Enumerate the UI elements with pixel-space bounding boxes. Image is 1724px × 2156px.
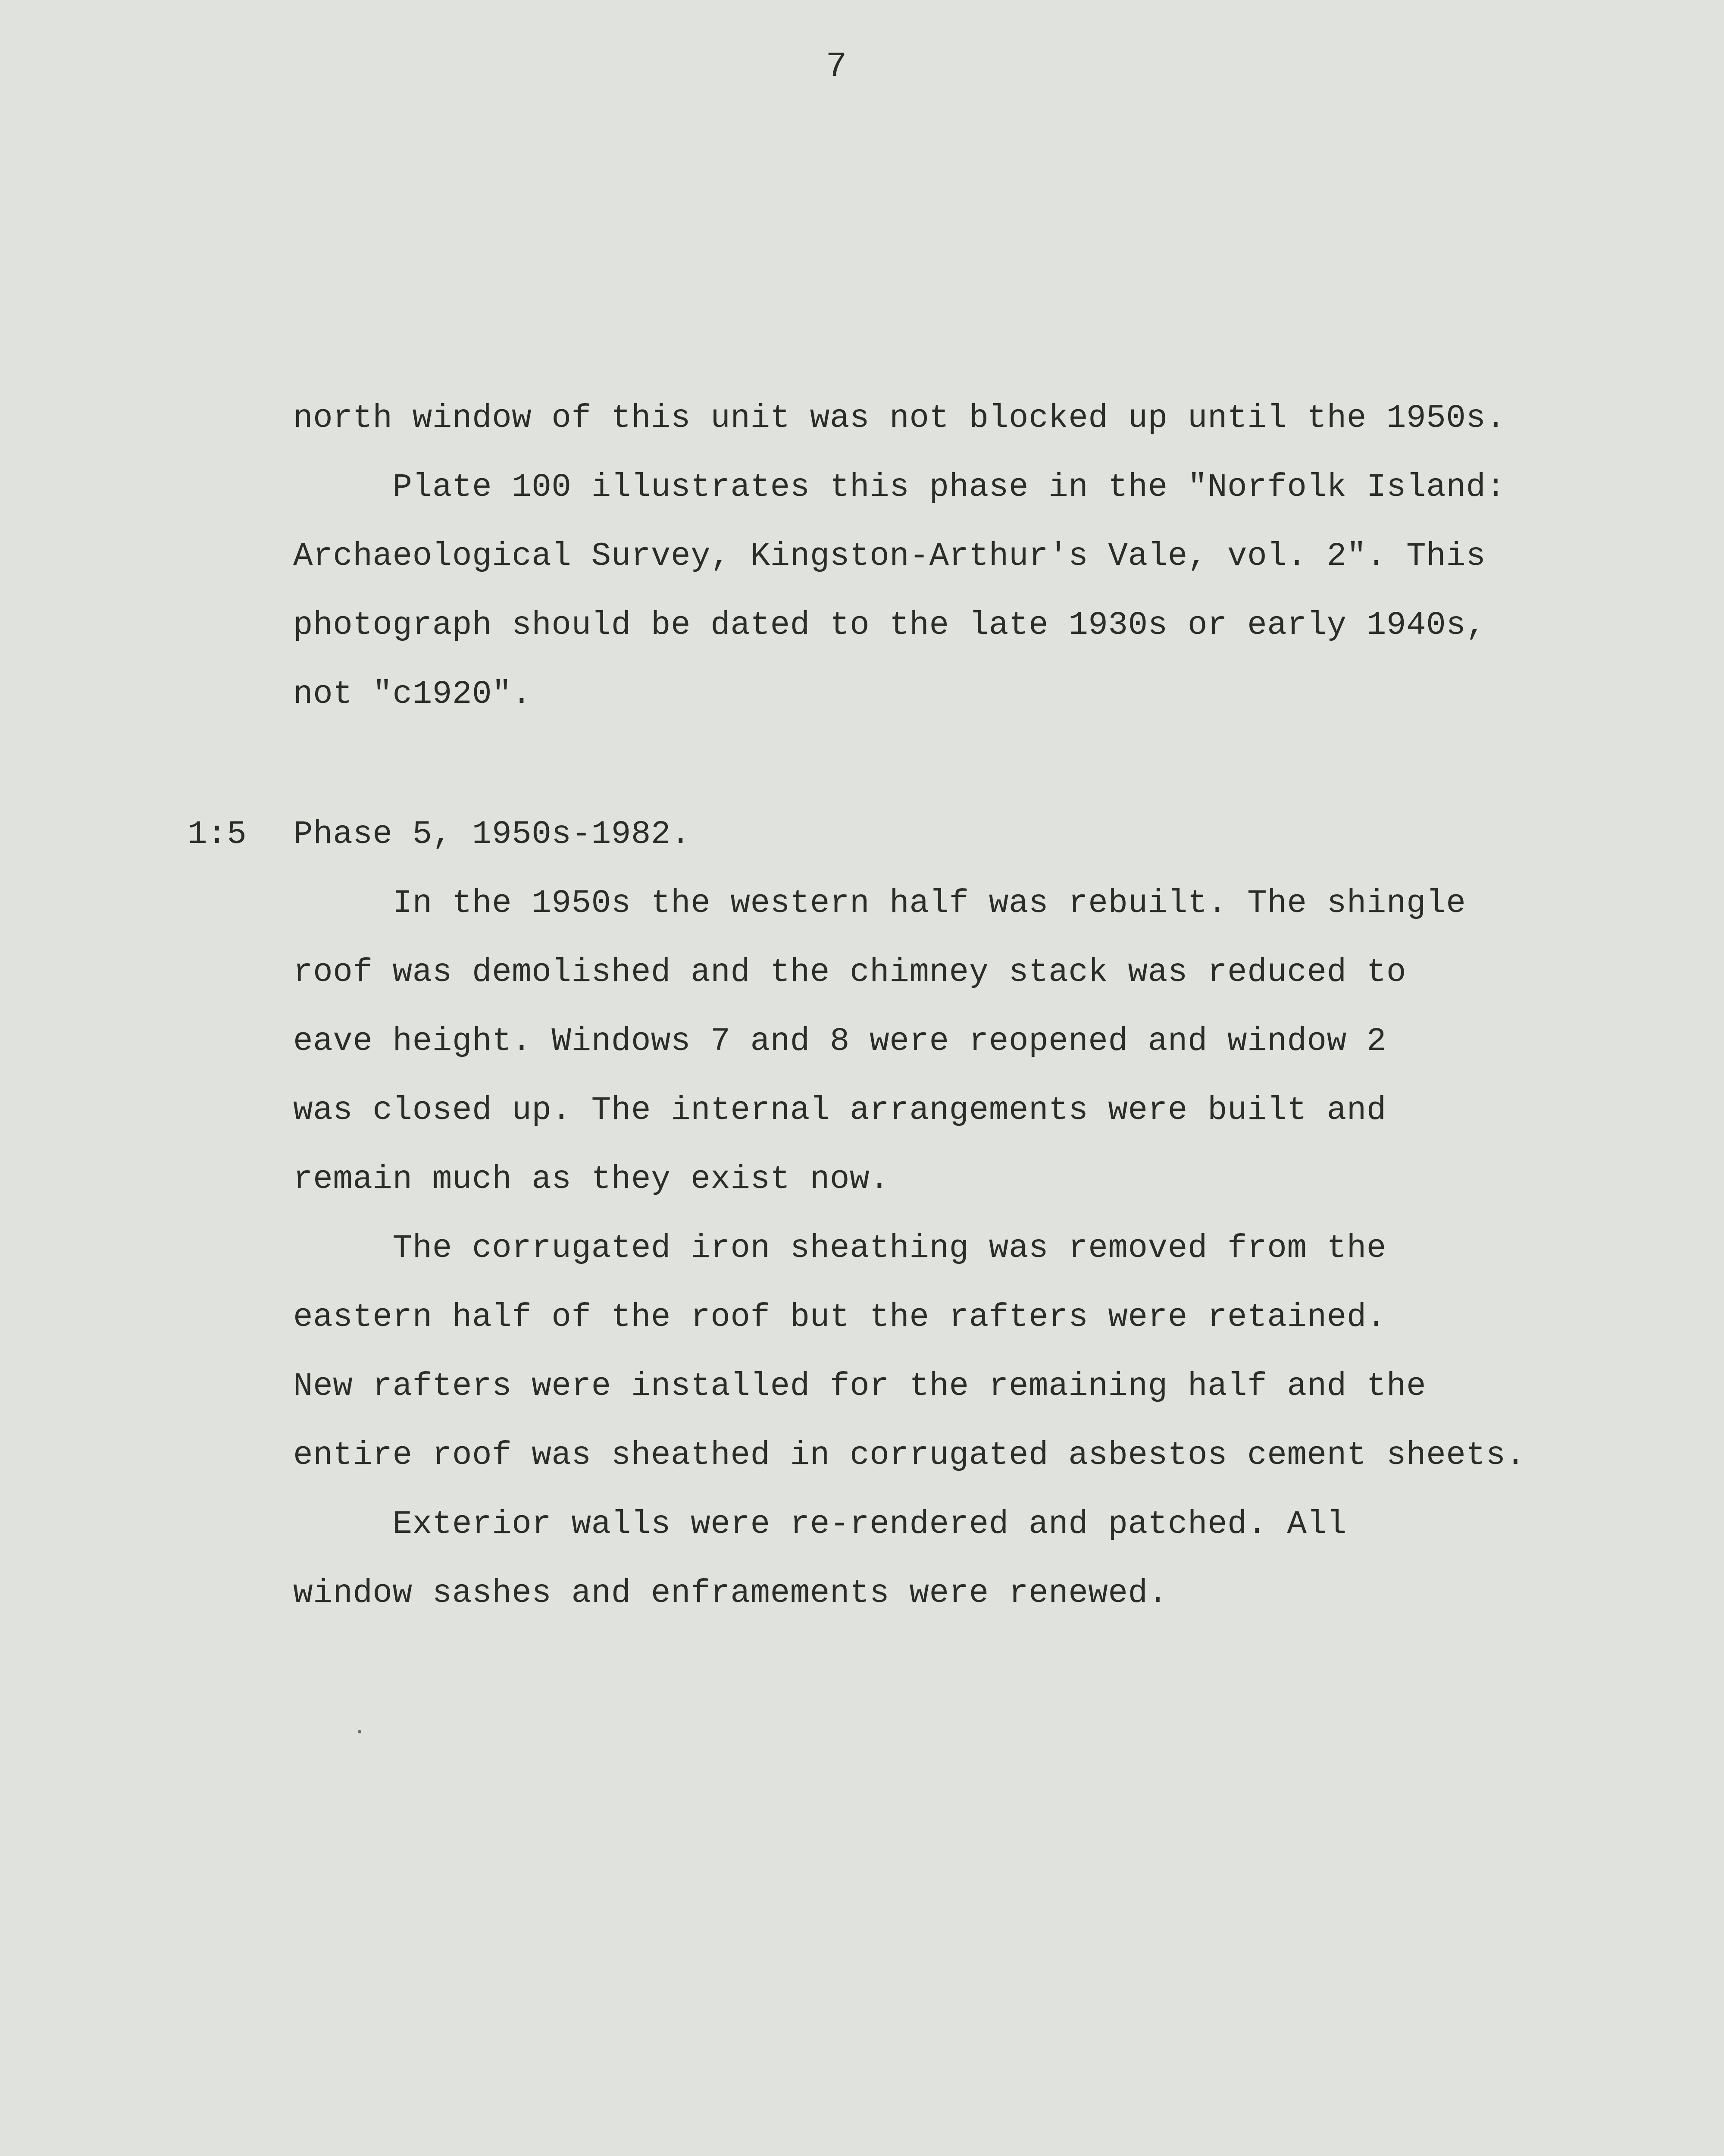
text-line: eave height. Windows 7 and 8 were reopened and window 2 [293, 1023, 1386, 1060]
text-line: The corrugated iron sheathing was removed from the [293, 1230, 1386, 1267]
text-line: Plate 100 illustrates this phase in the "Norfolk Island: [293, 469, 1506, 506]
text-line: north window of this unit was not blocked up until the 1950s. [293, 400, 1506, 437]
text-line: was closed up. The internal arrangements were built and [293, 1092, 1386, 1129]
text-line: New rafters were installed for the remaining half and the [293, 1368, 1427, 1405]
text-line: not "c1920". [293, 676, 532, 713]
text-line: roof was demolished and the chimney stack was reduced to [293, 954, 1407, 991]
text-line: Archaeological Survey, Kingston-Arthur's Vale, vol. 2". This [293, 538, 1486, 575]
text-line: remain much as they exist now. [293, 1161, 890, 1198]
text-line: Exterior walls were re-rendered and patched. All [293, 1506, 1347, 1543]
text-line: entire roof was sheathed in corrugated asbestos cement sheets. [293, 1437, 1526, 1474]
text-line: photograph should be dated to the late 1930s or early 1940s, [293, 607, 1486, 644]
paper-speck [358, 1730, 361, 1733]
text-line: window sashes and enframements were renewed. [293, 1575, 1168, 1612]
text-line: In the 1950s the western half was rebuilt. The shingle [293, 885, 1466, 922]
page-number: 7 [826, 47, 847, 87]
text-line: eastern half of the roof but the rafters were retained. [293, 1299, 1386, 1336]
section-heading: Phase 5, 1950s-1982. [293, 816, 691, 853]
section-number: 1:5 [188, 816, 247, 853]
